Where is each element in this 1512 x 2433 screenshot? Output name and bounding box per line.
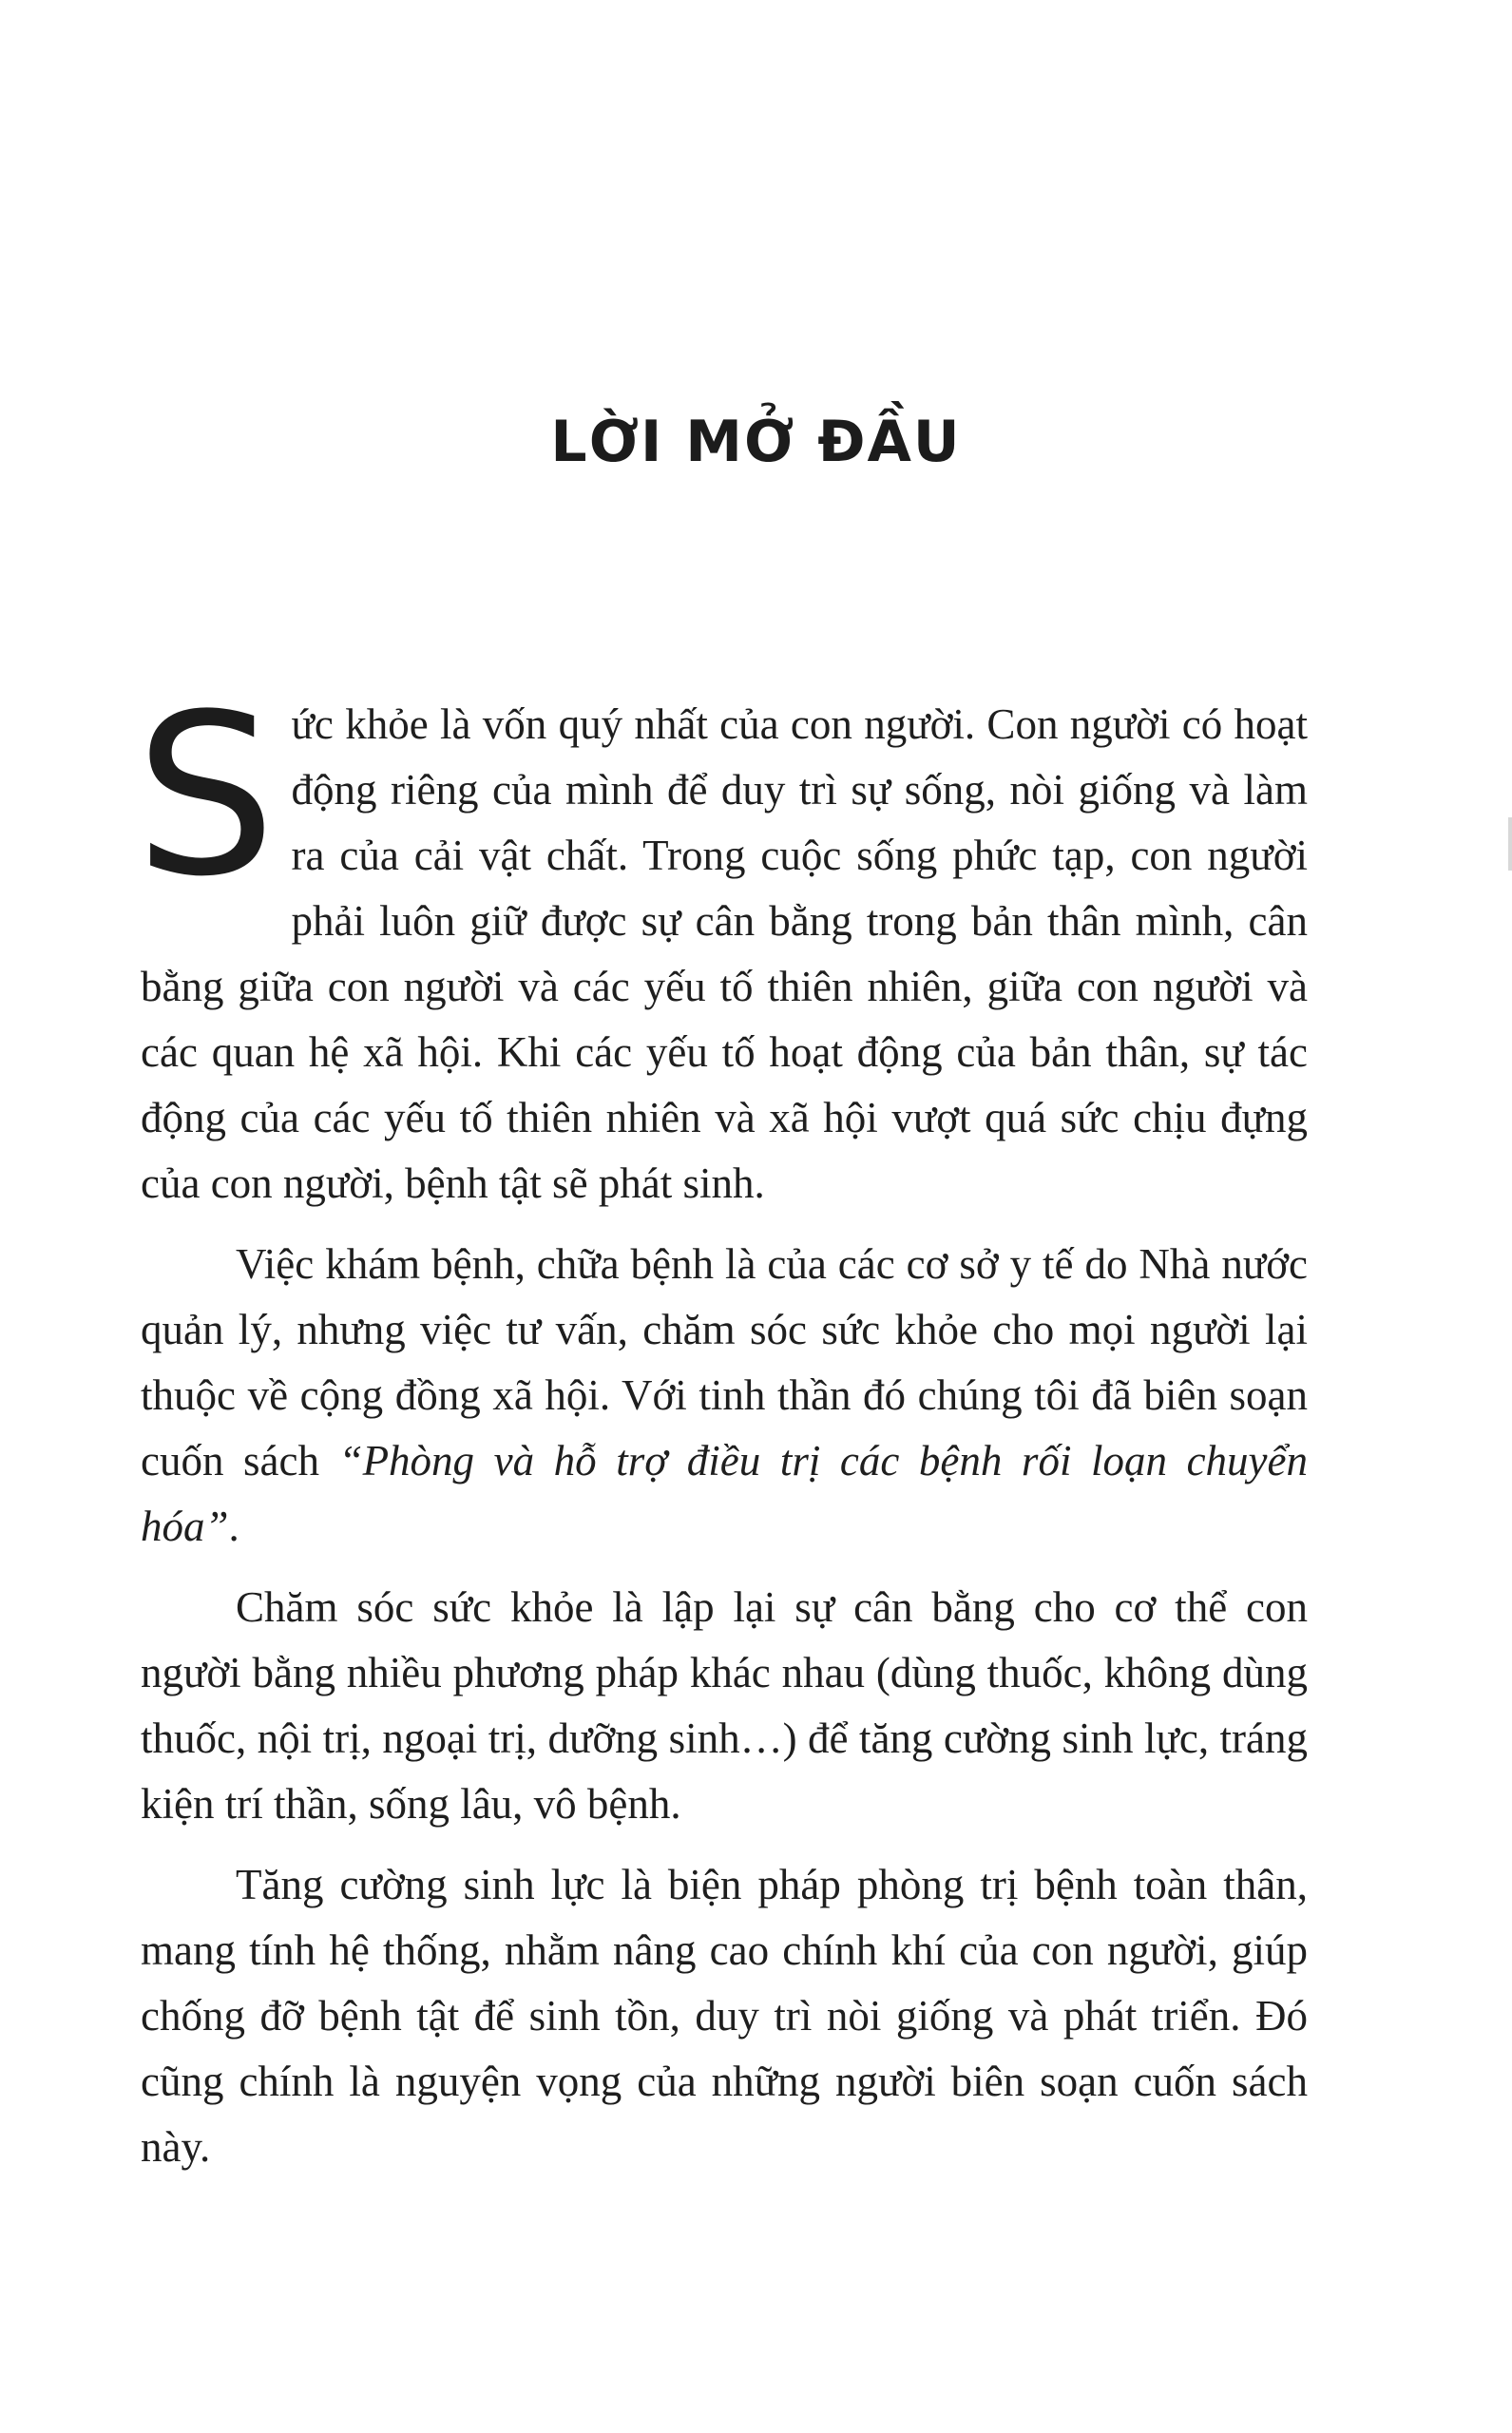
paragraph-2-end: . <box>228 1503 239 1550</box>
paragraph-1-text: ức khỏe là vốn quý nhất của con người. Con người có hoạt động riêng của mình để duy trì sự sống, nòi giống và làm ra của cải vật chất. Trong cuộc sống phức tạp, con người phải luôn giữ được sự cân bằng trong bản thân mình, cân bằng giữa con người và các yếu tố thiên nhiên, giữa con người và các quan hệ xã hội. Khi các yếu tố hoạt động của bản thân, sự tác động của các yếu tố thiên nhiên và xã hội vượt quá sức chịu đựng của con người, bệnh tật sẽ phát sinh. <box>141 700 1308 1207</box>
paragraph-1 <box>135 667 1308 1216</box>
preface-body <box>135 667 1308 2195</box>
book-title-italic: “Phòng và hỗ trợ điều trị các bệnh rối loạn chuyển hóa” <box>141 1437 1308 1550</box>
drop-cap-letter: S <box>135 667 277 926</box>
paragraph-3: Chăm sóc sức khỏe là lập lại sự cân bằng cho cơ thể con người bằng nhiều phương pháp khác nhau (dùng thuốc, không dùng thuốc, nội trị, ngoại trị, dưỡng sinh…) để tăng cường sinh lực, tráng kiện trí thần, sống lâu, vô bệnh. <box>141 1583 1308 1828</box>
paragraph-4: Tăng cường sinh lực là biện pháp phòng trị bệnh toàn thân, mang tính hệ thống, nhằm nâng cao chính khí của con người, giúp chống đỡ bệnh tật để sinh tồn, duy trì nòi giống và phát triển. Đó cũng chính là nguyện vọng của những người biên soạn cuốn sách này. <box>141 1861 1308 2171</box>
paragraph-2 <box>141 1232 1308 1560</box>
paragraph-2-text: Việc khám bệnh, chữa bệnh là của các cơ sở y tế do Nhà nước quản lý, nhưng việc tư vấn, chăm sóc sức khỏe cho mọi người lại thuộc về cộng đồng xã hội. Với tinh thần đó chúng tôi đã biên soạn cuốn sách <box>141 1240 1308 1485</box>
page-title: LỜI MỞ ĐẦU <box>550 409 962 475</box>
page-edge-mark <box>1508 817 1512 871</box>
